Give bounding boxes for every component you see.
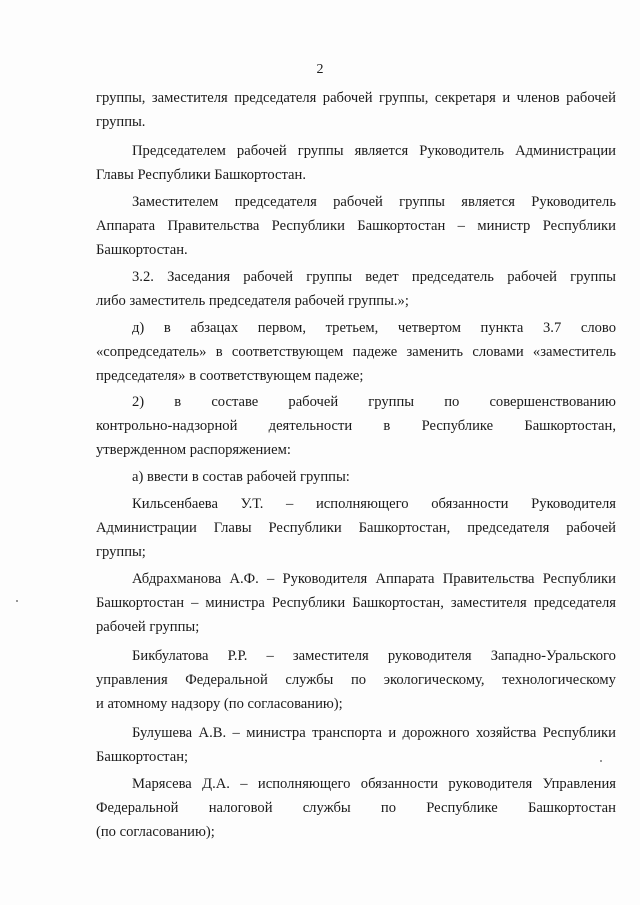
scan-speck xyxy=(16,600,18,602)
text-line: Башкортостан; xyxy=(96,749,189,765)
text-line: Заместителем председателя рабочей группы является Руководитель xyxy=(132,194,616,210)
text-line: Башкортостан. xyxy=(96,242,188,258)
text-line: Кильсенбаева У.Т. – исполняющего обязанности Руководителя xyxy=(132,496,616,512)
text-line: группы. xyxy=(96,114,146,130)
text-line: управления Федеральной службы по экологическому, технологическому xyxy=(96,672,616,688)
text-line: рабочей группы; xyxy=(96,619,200,635)
text-line: председателя» в соответствующем падеже; xyxy=(96,368,364,384)
text-line: Администрации Главы Республики Башкортостан, председателя рабочей xyxy=(96,520,616,536)
text-line: Федеральной налоговой службы по Республике Башкортостан xyxy=(96,800,616,816)
scan-speck xyxy=(600,760,602,762)
page-number: 2 xyxy=(316,62,324,77)
text-line: утвержденном распоряжением: xyxy=(96,442,291,458)
text-line: группы, заместителя председателя рабочей группы, секретаря и членов рабочей xyxy=(96,90,616,106)
text-line: Башкортостан – министра Республики Башкортостан, заместителя председателя xyxy=(96,595,616,611)
text-line: Булушева А.В. – министра транспорта и дорожного хозяйства Республики xyxy=(132,725,616,741)
text-line: а) ввести в состав рабочей группы: xyxy=(132,469,350,485)
text-line: д) в абзацах первом, третьем, четвертом пункта 3.7 слово xyxy=(132,320,616,336)
text-line: «сопредседатель» в соответствующем падеже заменить словами «заместитель xyxy=(96,344,616,360)
text-line: 2) в составе рабочей группы по совершенствованию xyxy=(132,394,616,410)
text-line: контрольно-надзорной деятельности в Республике Башкортостан, xyxy=(96,418,616,434)
text-line: 3.2. Заседания рабочей группы ведет председатель рабочей группы xyxy=(132,269,616,285)
text-line: и атомному надзору (по согласованию); xyxy=(96,696,343,712)
text-line: Марясева Д.А. – исполняющего обязанности руководителя Управления xyxy=(132,776,616,792)
text-line: Главы Республики Башкортостан. xyxy=(96,167,306,183)
text-line: Бикбулатова Р.Р. – заместителя руководителя Западно-Уральского xyxy=(132,648,616,664)
text-line: группы; xyxy=(96,544,146,560)
text-line: (по согласованию); xyxy=(96,824,215,840)
text-line: либо заместитель председателя рабочей группы.»; xyxy=(96,293,409,309)
text-line: Абдрахманова А.Ф. – Руководителя Аппарата Правительства Республики xyxy=(132,571,616,587)
text-line: Председателем рабочей группы является Руководитель Администрации xyxy=(132,143,616,159)
text-line: Аппарата Правительства Республики Башкортостан – министр Республики xyxy=(96,218,616,234)
